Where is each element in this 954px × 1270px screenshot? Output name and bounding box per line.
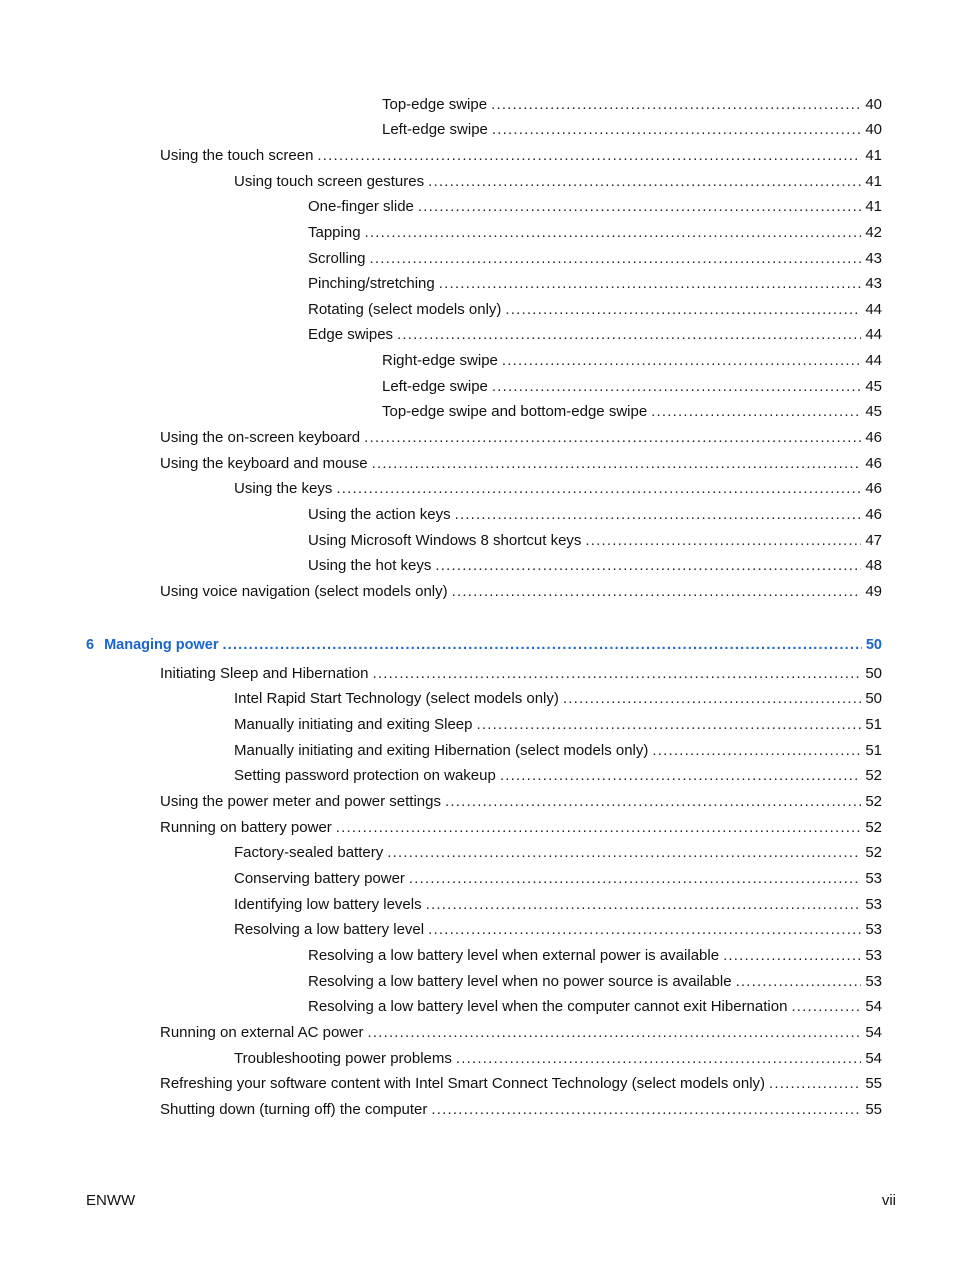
toc-page-number: 46 [865, 429, 882, 446]
toc-dot-leader [652, 742, 861, 759]
toc-page-number: 46 [865, 455, 882, 472]
toc-entry-title: Pinching/stretching [308, 275, 435, 292]
toc-page-number: 44 [865, 352, 882, 369]
toc-dot-leader [563, 690, 861, 707]
toc-dot-leader [397, 326, 861, 343]
toc-entry-title: Conserving battery power [234, 870, 405, 887]
toc-dot-leader [585, 532, 861, 549]
toc-page-number: 43 [865, 250, 882, 267]
toc-dot-leader [222, 637, 861, 653]
toc-page-number: 40 [865, 96, 882, 113]
toc-dot-leader [336, 819, 862, 836]
toc-page-number: 49 [865, 583, 882, 600]
toc-page-number: 53 [865, 947, 882, 964]
toc-entry[interactable] [234, 767, 882, 789]
toc-entry-title: Shutting down (turning off) the computer [160, 1101, 428, 1118]
toc-entry-title: Running on battery power [160, 819, 332, 836]
toc-entry-title: Manually initiating and exiting Hibernation (select models only) [234, 742, 649, 759]
toc-entry[interactable] [308, 198, 882, 220]
toc-entry[interactable] [308, 250, 882, 272]
toc-page-number: 42 [865, 224, 882, 241]
toc-dot-leader [455, 506, 862, 523]
toc-dot-leader [505, 301, 861, 318]
toc-entry[interactable] [308, 947, 882, 969]
toc-entry[interactable] [308, 301, 882, 323]
toc-dot-leader [439, 275, 862, 292]
toc-entry-title: Rotating (select models only) [308, 301, 502, 318]
toc-page-number: 41 [865, 147, 882, 164]
toc-entry[interactable] [160, 793, 882, 815]
toc-page-number: 53 [865, 921, 882, 938]
toc-entry[interactable] [160, 583, 882, 605]
toc-entry[interactable] [308, 506, 882, 528]
toc-entry-title: Resolving a low battery level [234, 921, 425, 938]
toc-entry-title: Troubleshooting power problems [234, 1050, 452, 1067]
toc-entry-title: Using Microsoft Windows 8 shortcut keys [308, 532, 582, 549]
toc-entry[interactable] [234, 1050, 882, 1072]
toc-entry[interactable] [234, 716, 882, 738]
toc-page-number: 52 [865, 767, 882, 784]
toc-entry[interactable] [308, 557, 882, 579]
toc-entry-title: Manually initiating and exiting Sleep [234, 716, 473, 733]
toc-entry[interactable] [234, 480, 882, 502]
footer-left: ENWW [86, 1192, 136, 1209]
toc-dot-leader [370, 250, 862, 267]
toc-page-number: 52 [865, 793, 882, 810]
toc-page-number: 45 [865, 403, 882, 420]
toc-page-number: 55 [865, 1101, 882, 1118]
toc-entry[interactable] [160, 665, 882, 687]
toc-dot-leader [409, 870, 861, 887]
toc-entry[interactable] [308, 224, 882, 246]
toc-dot-leader [651, 403, 861, 420]
toc-dot-leader [452, 583, 862, 600]
toc-entry[interactable] [160, 1101, 882, 1123]
toc-entry-title: Tapping [308, 224, 361, 241]
toc-page-number: 47 [865, 532, 882, 549]
toc-page-number: 53 [865, 973, 882, 990]
toc-entry-title: Using the keys [234, 480, 333, 497]
toc-dot-leader [364, 429, 861, 446]
toc-page-number: 46 [865, 480, 882, 497]
toc-entry-title: Scrolling [308, 250, 366, 267]
toc-dot-leader [491, 96, 861, 113]
toc-entry[interactable] [382, 403, 882, 425]
toc-entry[interactable] [160, 147, 882, 169]
toc-dot-leader [365, 224, 862, 241]
toc-dot-leader [456, 1050, 861, 1067]
toc-entry-title: Running on external AC power [160, 1024, 364, 1041]
toc-entry-title: Identifying low battery levels [234, 896, 422, 913]
toc-entry-title: Right-edge swipe [382, 352, 498, 369]
toc-entry-title: One-finger slide [308, 198, 414, 215]
toc-dot-leader [435, 557, 861, 574]
toc-entry-title: Left-edge swipe [382, 378, 488, 395]
toc-entry[interactable] [308, 532, 882, 554]
toc-entry[interactable] [234, 896, 882, 918]
toc-entry-title: Initiating Sleep and Hibernation [160, 665, 369, 682]
toc-page-number: 54 [865, 1050, 882, 1067]
toc-entry-title: Resolving a low battery level when external power is available [308, 947, 720, 964]
toc-entry[interactable] [160, 1075, 882, 1097]
toc-dot-leader [431, 1101, 861, 1118]
toc-dot-leader [723, 947, 861, 964]
toc-entry[interactable] [382, 121, 882, 143]
toc-page-number: 53 [865, 870, 882, 887]
toc-entry-title: Intel Rapid Start Technology (select models only) [234, 690, 559, 707]
toc-page-number: 41 [865, 173, 882, 190]
toc-page-number: 55 [865, 1075, 882, 1092]
toc-entry[interactable] [382, 352, 882, 374]
toc-entry-title: Using the keyboard and mouse [160, 455, 368, 472]
toc-entry-title: Left-edge swipe [382, 121, 488, 138]
toc-dot-leader [426, 896, 862, 913]
toc-entry[interactable] [234, 870, 882, 892]
toc-page-number: 48 [865, 557, 882, 574]
toc-entry-title: Top-edge swipe [382, 96, 488, 113]
toc-entry-title: Resolving a low battery level when the computer cannot exit Hibernation [308, 998, 788, 1015]
toc-entry-title: Setting password protection on wakeup [234, 767, 496, 784]
toc-page-number: 51 [865, 742, 882, 759]
toc-page-number: 50 [865, 665, 882, 682]
toc-page-number: 44 [865, 326, 882, 343]
toc-page-number: 50 [865, 637, 882, 653]
toc-page-number: 54 [865, 998, 882, 1015]
toc-entry-title: Using the action keys [308, 506, 451, 523]
toc-page-number: 40 [865, 121, 882, 138]
toc-page-number: 52 [865, 819, 882, 836]
toc-entry[interactable] [160, 1024, 882, 1046]
toc-entry-title: Refreshing your software content with Intel Smart Connect Technology (select models only) [160, 1075, 766, 1092]
toc-entry[interactable] [160, 819, 882, 841]
toc-page-number: 52 [865, 844, 882, 861]
toc-page-number: 46 [865, 506, 882, 523]
toc-dot-leader [372, 455, 862, 472]
toc-page-number: 43 [865, 275, 882, 292]
toc-entry-title: Top-edge swipe and bottom-edge swipe [382, 403, 648, 420]
toc-entry[interactable] [160, 455, 882, 477]
toc-entry[interactable] [308, 326, 882, 348]
toc-page-number: 51 [865, 716, 882, 733]
toc-entry[interactable] [308, 275, 882, 297]
toc-dot-leader [428, 921, 861, 938]
toc-dot-leader [418, 198, 861, 215]
toc-page-number: 50 [865, 690, 882, 707]
toc-dot-leader [387, 844, 861, 861]
toc-entry[interactable] [234, 173, 882, 195]
toc-entry-title: Edge swipes [308, 326, 394, 343]
toc-dot-leader [336, 480, 861, 497]
toc-entry-title: Resolving a low battery level when no power source is available [308, 973, 732, 990]
toc-chapter-number: 6 [86, 637, 95, 653]
toc-entry-title: Factory-sealed battery [234, 844, 384, 861]
toc-entry-title: Using the touch screen [160, 147, 314, 164]
toc-entry[interactable] [308, 973, 882, 995]
toc-dot-leader [367, 1024, 861, 1041]
toc-dot-leader [445, 793, 861, 810]
toc-dot-leader [500, 767, 861, 784]
toc-dot-leader [428, 173, 861, 190]
toc-entry-title: Using the power meter and power settings [160, 793, 441, 810]
toc-page-number: 54 [865, 1024, 882, 1041]
toc-entry-title: Using touch screen gestures [234, 173, 425, 190]
toc-dot-leader [502, 352, 861, 369]
toc-dot-leader [736, 973, 862, 990]
toc-entry-title: Using the on-screen keyboard [160, 429, 361, 446]
toc-dot-leader [492, 378, 861, 395]
toc-dot-leader [317, 147, 861, 164]
toc-dot-leader [476, 716, 861, 733]
toc-dot-leader [492, 121, 861, 138]
toc-entry[interactable] [308, 998, 882, 1020]
toc-page-number: 53 [865, 896, 882, 913]
toc-entry-title: Managing power [104, 637, 219, 653]
footer-page-number: vii [881, 1192, 896, 1209]
toc-entry[interactable] [160, 429, 882, 451]
toc-entry[interactable] [234, 742, 882, 764]
toc-page-number: 45 [865, 378, 882, 395]
toc-entry-title: Using the hot keys [308, 557, 432, 574]
toc-entry[interactable] [382, 96, 882, 118]
toc-dot-leader [372, 665, 861, 682]
toc-entry[interactable] [234, 690, 882, 712]
toc-page-number: 44 [865, 301, 882, 318]
toc-entry[interactable] [234, 844, 882, 866]
toc-dot-leader [769, 1075, 861, 1092]
toc-dot-leader [791, 998, 861, 1015]
toc-entry-title: Using voice navigation (select models only) [160, 583, 448, 600]
toc-entry[interactable] [382, 378, 882, 400]
toc-entry[interactable] [234, 921, 882, 943]
toc-page-number: 41 [865, 198, 882, 215]
toc-chapter-entry[interactable] [86, 637, 882, 659]
